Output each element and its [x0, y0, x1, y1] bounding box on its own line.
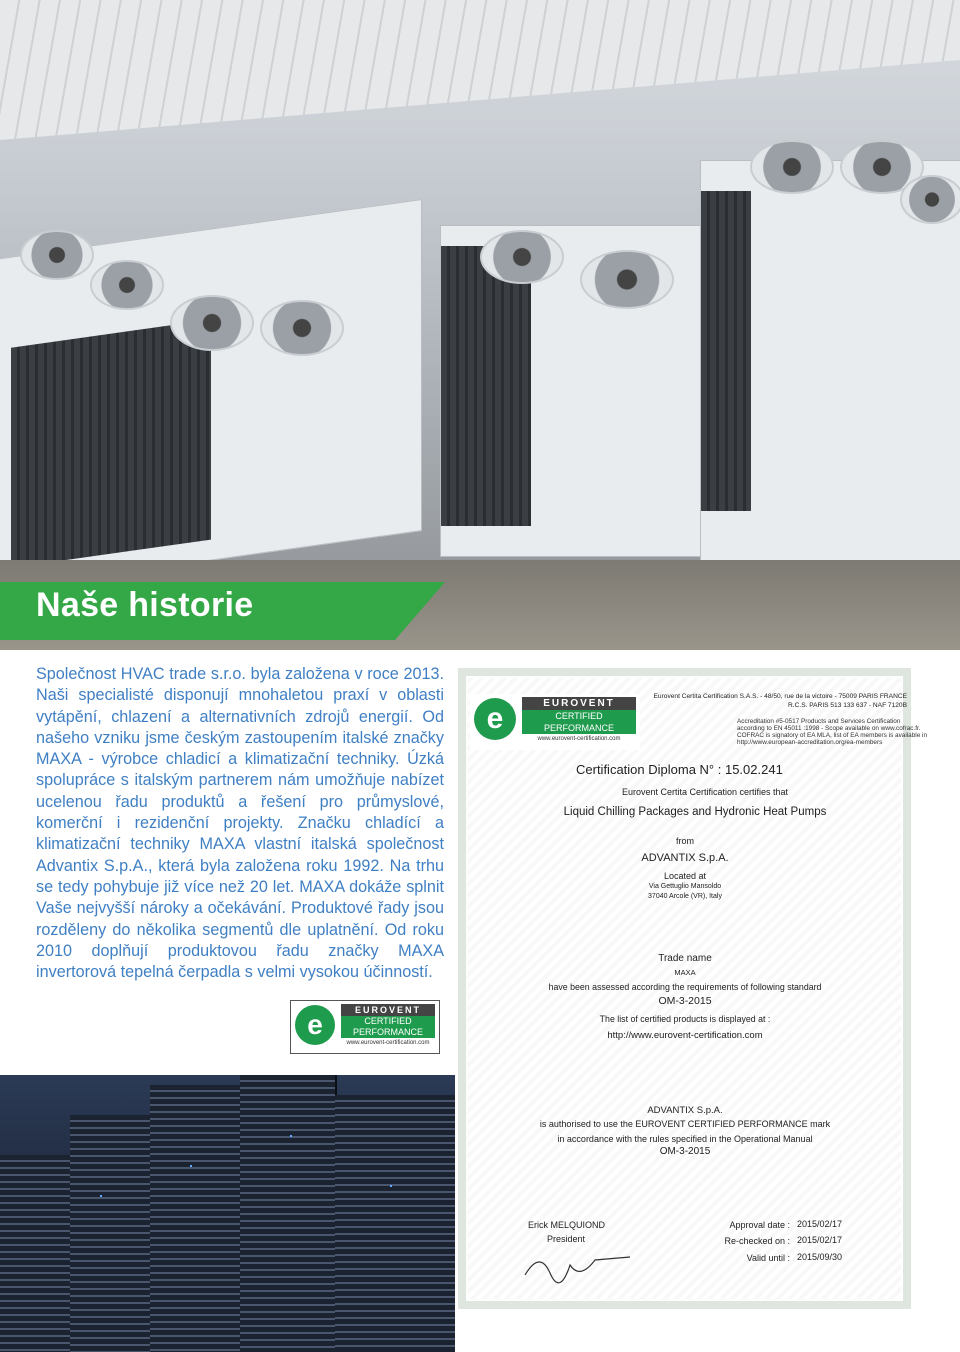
authorised-line: is authorised to use the EUROVENT CERTIFIED PERFORMANCE mark [539, 1119, 831, 1129]
issuer-address: Eurovent Certita Certification S.A.S. - 48/50, rue de la victoire - 75009 PARIS FRANCE [653, 693, 907, 700]
logo-text: PERFORMANCE [341, 1027, 435, 1038]
approval-date: 2015/02/17 [797, 1219, 843, 1229]
accreditation-text: according to EN 45011 :1998 - Scope available on www.cofrac.fr. [737, 725, 921, 732]
fan-icon [90, 260, 164, 310]
certificate-eurovent-logo [470, 694, 640, 750]
server-rack [150, 1085, 242, 1352]
accreditation-text: Accreditation #5-0517 Products and Services Certification [737, 718, 901, 725]
server-rack [335, 1095, 455, 1352]
logo-text: PERFORMANCE [522, 722, 636, 734]
section-title: Naše historie [36, 586, 254, 624]
logo-text: CERTIFIED [341, 1016, 435, 1027]
trade-name-label: Trade name [658, 953, 712, 964]
led-icon [100, 1195, 102, 1197]
certifies-line: Eurovent Certita Certification certifies that [621, 787, 789, 797]
led-icon [290, 1135, 292, 1137]
roof-panels [0, 0, 960, 140]
eurovent-logo [290, 1000, 440, 1054]
standard-code: OM-3-2015 [658, 995, 712, 1007]
valid-date: 2015/09/30 [797, 1252, 843, 1262]
server-rack [70, 1115, 152, 1352]
logo-url: www.eurovent-certification.com [537, 736, 621, 742]
logo-text: EUROVENT [341, 1004, 435, 1016]
fan-icon [480, 230, 564, 284]
diploma-number: Certification Diploma N° : 15.02.241 [576, 762, 783, 777]
signer-title: President [547, 1234, 586, 1244]
rechecked-label: Re-checked on : [724, 1236, 790, 1246]
fan-icon [900, 175, 960, 224]
accreditation-text: COFRAC is signatory of EA MLA, list of EA members is available in [737, 732, 928, 739]
list-label: The list of certified products is displayed at : [599, 1014, 771, 1024]
condenser-fins [441, 246, 531, 526]
fan-icon [20, 230, 94, 280]
accreditation-text: http://www.european-accreditation.org/ea-members [737, 739, 883, 746]
logo-text: EUROVENT [522, 697, 636, 710]
authorised-company: ADVANTIX S.p.A. [647, 1105, 723, 1116]
located-label: Located at [663, 871, 707, 881]
fan-icon [580, 250, 674, 309]
trade-name: MAXA [674, 968, 696, 977]
signer-name: Erick MELQUIOND [528, 1220, 606, 1230]
eurovent-e-icon: e [295, 1005, 335, 1045]
eurovent-e-icon: e [474, 698, 516, 740]
server-rack [0, 1155, 72, 1352]
issuer-registration: R.C.S. PARIS 513 133 637 - NAF 7120B [788, 702, 907, 709]
history-paragraph: Společnost HVAC trade s.r.o. byla založena v roce 2013. Naši specialisté disponují mnohaletou praxí v oblasti vytápění, chlazení a alternativních zdrojů energií. Od našeho vzniku jsme českým zastoupením italské značky MAXA - výrobce chladicí a klimatizační techniky. Úzká spolupráce s italským partnerem nám umožňuje nabízet ucelenou řadu produktů a řešení pro průmyslové, komerční i rezidenční projekty. Značku chladící a klimatizační techniky MAXA vlastní italská společnost Advantix S.p.A., která byla založena roku 1992. Na trhu se tedy pohybuje již více než 20 let. MAXA dokáže splnit Vaše nejvyšší nároky a očekávání. Produktové řady jsou rozděleny do několika segmentů dle uplatnění. Od roku 2010 doplňují produktovou řadu značky MAXA invertorová tepelná čerpadla s velmi vysokou účinností. [36, 665, 444, 982]
server-room-photo [0, 1075, 455, 1352]
led-icon [390, 1185, 392, 1187]
assessed-line: have been assessed according the requirements of following standard [548, 982, 822, 992]
accordance-line: in accordance with the rules specified in the Operational Manual [557, 1134, 813, 1144]
fan-icon [170, 295, 254, 351]
company-name: ADVANTIX S.p.A. [641, 852, 729, 864]
approval-label: Approval date : [729, 1220, 790, 1230]
address-line: 37040 Arcole (VR), Italy [648, 893, 722, 900]
fan-icon [750, 140, 834, 194]
address-line: Via Gettuglio Mansoldo [648, 883, 722, 890]
logo-url: www.eurovent-certification.com [346, 1040, 430, 1046]
valid-label: Valid until : [746, 1253, 790, 1263]
server-rack [240, 1075, 337, 1352]
rechecked-date: 2015/02/17 [797, 1235, 843, 1245]
signature-icon [520, 1245, 640, 1285]
product-family: Liquid Chilling Packages and Hydronic Heat Pumps [563, 806, 827, 818]
logo-text: CERTIFIED [522, 710, 636, 722]
from-label: from [676, 836, 694, 846]
list-url: http://www.eurovent-certification.com [607, 1030, 763, 1041]
condenser-fins [11, 320, 211, 568]
led-icon [190, 1165, 192, 1167]
hero-photo-rooftop-chillers [0, 0, 960, 650]
manual-code: OM-3-2015 [659, 1146, 711, 1157]
fan-icon [260, 300, 344, 356]
condenser-fins [701, 191, 751, 511]
